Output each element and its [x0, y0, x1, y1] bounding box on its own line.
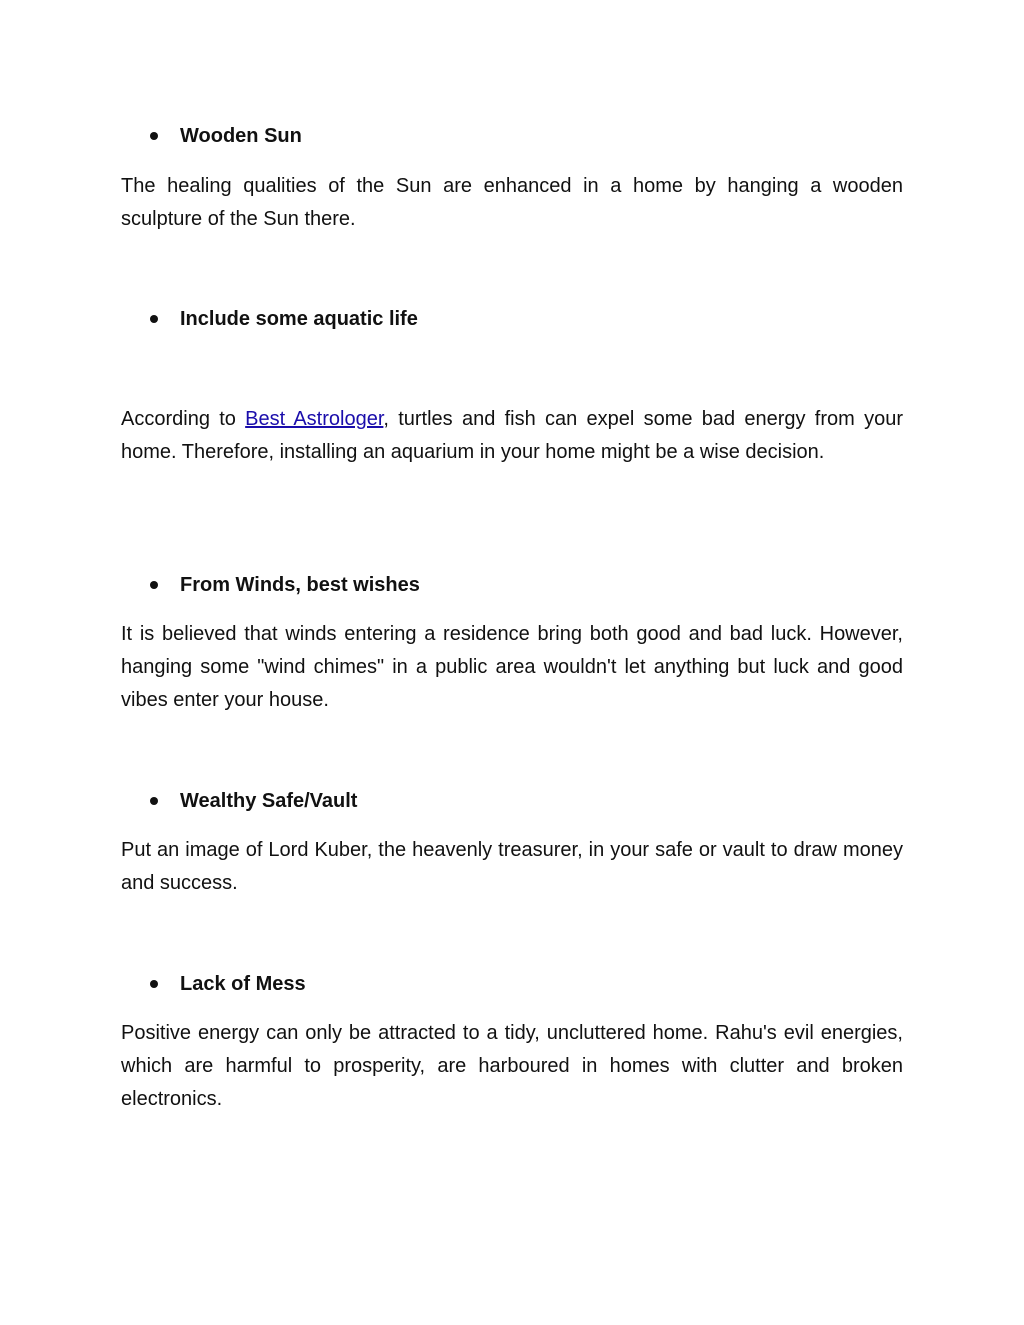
- heading-text: Lack of Mess: [180, 973, 306, 995]
- section-body-aquatic-life: [121, 403, 903, 469]
- bullet-icon: [150, 132, 158, 140]
- section-body-lack-of-mess: Positive energy can only be attracted to a tidy, uncluttered home. Rahu's evil energies, which are harmful to prosperity, are harboured in homes with clutter and broken electronics.: [121, 1022, 903, 1110]
- section-heading-aquatic-life: [150, 306, 418, 332]
- bullet-icon: [150, 797, 158, 805]
- bullet-icon: [150, 980, 158, 988]
- bullet-icon: [150, 581, 158, 589]
- heading-text: Wooden Sun: [180, 125, 302, 147]
- section-heading-safe-vault: [150, 788, 357, 814]
- heading-text: Wealthy Safe/Vault: [180, 790, 358, 812]
- heading-text: Include some aquatic life: [180, 308, 418, 330]
- body-prefix: According to: [121, 408, 246, 430]
- section-heading-wooden-sun: [150, 123, 302, 149]
- heading-text: From Winds, best wishes: [180, 574, 420, 596]
- body-suffix: , turtles and fish can expel some bad energy from your home. Therefore, installing an aquarium in your home might be a wise decision.: [121, 408, 903, 463]
- section-heading-winds: [150, 572, 420, 598]
- best-astrologer-link[interactable]: Best Astrologer: [245, 408, 384, 430]
- section-body-safe-vault: Put an image of Lord Kuber, the heavenly treasurer, in your safe or vault to draw money and success.: [121, 839, 903, 894]
- section-heading-lack-of-mess: [150, 971, 306, 997]
- section-body-winds: It is believed that winds entering a residence bring both good and bad luck. However, hanging some "wind chimes" in a public area wouldn't let anything but luck and good vibes enter your house.: [121, 623, 903, 711]
- section-body-wooden-sun: The healing qualities of the Sun are enhanced in a home by hanging a wooden sculpture of the Sun there.: [121, 175, 903, 230]
- bullet-icon: [150, 315, 158, 323]
